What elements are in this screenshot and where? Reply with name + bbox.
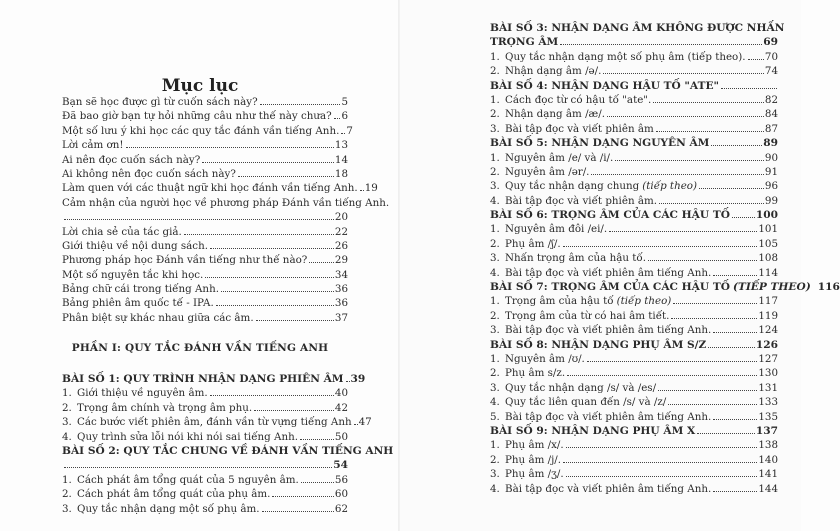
page-number: 119 bbox=[758, 309, 778, 322]
toc-entry[interactable] bbox=[490, 352, 778, 366]
page-number: 62 bbox=[334, 502, 348, 515]
entry-title: Một số lưu ý khi học các quy tắc đánh vần tiếng Anh. bbox=[62, 124, 340, 137]
entry-number: 3. bbox=[490, 324, 500, 337]
toc-entry[interactable] bbox=[62, 502, 348, 516]
dot-leader bbox=[673, 303, 757, 304]
toc-entry[interactable] bbox=[62, 95, 348, 109]
entry-number: 2. bbox=[490, 309, 500, 322]
page-number: 29 bbox=[334, 254, 348, 267]
dot-leader bbox=[713, 332, 757, 333]
dot-leader bbox=[713, 491, 757, 492]
dot-leader bbox=[713, 419, 757, 420]
toc-entry[interactable] bbox=[62, 415, 372, 429]
entry-title: Phụ âm /x/. bbox=[505, 439, 564, 452]
toc-lesson-heading[interactable] bbox=[490, 208, 778, 222]
page-number: 36 bbox=[334, 297, 348, 310]
dot-leader bbox=[713, 275, 757, 276]
entry-number: 1. bbox=[490, 50, 500, 63]
dot-leader bbox=[653, 102, 764, 103]
toc-entry[interactable] bbox=[62, 181, 378, 195]
entry-title: Nhấn trọng âm của hậu tố. bbox=[505, 252, 646, 265]
toc-entry[interactable] bbox=[62, 296, 348, 310]
entry-number: 4. bbox=[490, 194, 500, 207]
entry-title: BÀI SỐ 1: QUY TRÌNH NHẬN DẠNG PHIÊN ÂM bbox=[62, 373, 344, 385]
page-number: 108 bbox=[758, 252, 778, 265]
entry-number: 2. bbox=[62, 488, 72, 501]
entry-title: Bài tập đọc và viết phiên âm tiếng Anh. bbox=[505, 482, 712, 495]
entry-title: BÀI SỐ 9: NHẬN DẠNG PHỤ ÂM X bbox=[490, 424, 696, 437]
page-number: 91 bbox=[764, 165, 778, 178]
dot-leader bbox=[238, 176, 334, 177]
entry-title: Phân biệt sự khác nhau giữa các âm. bbox=[62, 311, 254, 324]
dot-leader bbox=[221, 291, 334, 292]
entry-title: Nhận dạng âm /æ/. bbox=[505, 108, 605, 121]
entry-number: 1. bbox=[490, 439, 500, 452]
entry-title: Ai không nên đọc cuốn sách này? bbox=[62, 167, 236, 180]
entry-number: 5. bbox=[490, 410, 500, 423]
page-number: 69 bbox=[763, 36, 778, 49]
lesson-list-left bbox=[62, 372, 394, 516]
dot-leader bbox=[64, 219, 334, 220]
page-number: 60 bbox=[334, 488, 348, 501]
entry-title: Giới thiệu về nội dung sách. bbox=[62, 239, 208, 252]
toc-entry[interactable] bbox=[62, 124, 353, 138]
page-number: 5 bbox=[341, 96, 348, 108]
dot-leader bbox=[210, 395, 334, 396]
page-number: 39 bbox=[350, 373, 366, 385]
entry-title: Nguyên âm /e/ và /i/. bbox=[505, 151, 614, 164]
entry-title: Làm quen với các thuật ngữ khi học đánh vần tiếng Anh. bbox=[62, 182, 358, 195]
page-number: 19 bbox=[364, 182, 378, 195]
entry-number: 1. bbox=[490, 151, 500, 164]
toc-entry[interactable] bbox=[490, 179, 778, 193]
dot-leader bbox=[309, 262, 334, 263]
page-number: 96 bbox=[764, 180, 778, 193]
entry-number: 3. bbox=[490, 252, 500, 265]
toc-entry[interactable] bbox=[62, 282, 348, 296]
dot-leader bbox=[699, 188, 764, 189]
dot-leader bbox=[334, 118, 341, 119]
entry-title: Nguyên âm /ʊ/. bbox=[505, 352, 585, 365]
entry-title: Quy tắc nhận dạng một số phụ âm. bbox=[77, 502, 260, 515]
toc-entry[interactable] bbox=[62, 239, 348, 253]
toc-lesson-heading[interactable] bbox=[490, 424, 778, 438]
dot-leader bbox=[360, 190, 364, 191]
toc-entry[interactable] bbox=[490, 251, 778, 265]
part-title: PHẦN I: QUY TẮC ĐÁNH VẦN TIẾNG ANH bbox=[71, 342, 329, 354]
entry-title: BÀI SỐ 6: TRỌNG ÂM CỦA CÁC HẬU TỐ bbox=[490, 209, 730, 222]
page-number: 99 bbox=[764, 194, 778, 207]
page-number: 54 bbox=[333, 459, 348, 472]
entry-title: Phụ âm /ʒ/. bbox=[505, 468, 564, 481]
page-number: 90 bbox=[764, 151, 778, 164]
toc-entry[interactable] bbox=[62, 138, 348, 152]
toc-entry[interactable] bbox=[62, 109, 348, 123]
toc-entry[interactable] bbox=[490, 438, 778, 452]
page-number: 82 bbox=[764, 93, 778, 106]
page-number: 37 bbox=[334, 311, 348, 324]
page-number: 56 bbox=[334, 473, 348, 486]
toc-lesson-heading[interactable] bbox=[490, 21, 785, 35]
entry-number: 1. bbox=[490, 295, 500, 308]
entry-number: 4. bbox=[490, 266, 500, 279]
toc-entry[interactable] bbox=[490, 366, 778, 380]
toc-entry[interactable] bbox=[62, 196, 390, 210]
toc-entry[interactable] bbox=[490, 395, 778, 409]
toc-entry[interactable] bbox=[490, 165, 778, 179]
toc-entry-continuation bbox=[62, 458, 348, 472]
toc-entry[interactable] bbox=[490, 294, 778, 308]
toc-entry[interactable] bbox=[490, 122, 778, 136]
entry-title: Nhận dạng âm /ə/. bbox=[505, 65, 602, 78]
entry-number: 3. bbox=[490, 180, 500, 193]
dot-leader bbox=[648, 260, 757, 261]
entry-title: Phụ âm /j/. bbox=[505, 453, 562, 466]
dot-leader bbox=[603, 73, 763, 74]
toc-lesson-heading[interactable] bbox=[490, 136, 778, 150]
dot-leader bbox=[697, 433, 755, 434]
page-number: 127 bbox=[758, 352, 778, 365]
dot-leader bbox=[354, 424, 358, 425]
entry-number: 3. bbox=[490, 468, 500, 481]
entry-title: BÀI SỐ 3: NHẬN DẠNG ÂM KHÔNG ĐƯỢC NHẤN bbox=[490, 22, 785, 34]
dot-leader bbox=[563, 462, 757, 463]
entry-title: Bài tập đọc và viết phiên âm tiếng Anh. bbox=[505, 410, 712, 423]
toc-entry[interactable] bbox=[490, 266, 778, 280]
toc-title: Mục lục bbox=[161, 76, 239, 96]
page-number: 100 bbox=[755, 209, 778, 222]
page-number: 89 bbox=[763, 137, 778, 150]
toc-entry[interactable] bbox=[62, 401, 348, 415]
entry-title-emphasis: (tiếp theo) bbox=[616, 295, 672, 308]
page-number: 140 bbox=[758, 453, 778, 466]
entry-number: 1. bbox=[490, 352, 500, 365]
page-number: 144 bbox=[758, 482, 778, 495]
entry-title: Trọng âm chính và trọng âm phụ. bbox=[77, 401, 253, 414]
dot-leader bbox=[566, 476, 758, 477]
page-number: 22 bbox=[334, 225, 348, 238]
entry-title: Ai nên đọc cuốn sách này? bbox=[62, 153, 201, 166]
dot-leader bbox=[216, 305, 334, 306]
dot-leader bbox=[708, 347, 755, 348]
toc-entry[interactable] bbox=[490, 151, 778, 165]
entry-number: 1. bbox=[62, 387, 72, 400]
dot-leader bbox=[609, 231, 757, 232]
dot-leader bbox=[711, 145, 762, 146]
entry-title: Lời chia sẻ của tác giả. bbox=[62, 225, 182, 238]
dot-leader bbox=[256, 320, 334, 321]
left-page bbox=[0, 0, 400, 531]
entry-title: Đã bao giờ bạn tự hỏi những câu như thế này chưa? bbox=[62, 110, 332, 123]
page-number: 36 bbox=[334, 283, 348, 296]
dot-leader bbox=[659, 203, 764, 204]
entry-title: Trọng âm của từ có hai âm tiết. bbox=[505, 309, 670, 322]
entry-number: 1. bbox=[62, 473, 72, 486]
entry-title-continued: TRỌNG ÂM bbox=[490, 36, 559, 49]
entry-number: 2. bbox=[490, 237, 500, 250]
page-number: 84 bbox=[764, 108, 778, 121]
entry-title: Phụ âm /ʃ/. bbox=[505, 237, 561, 250]
entry-title: BÀI SỐ 2: QUY TẮC CHUNG VỀ ĐÁNH VẦN TIẾNG ANH bbox=[62, 444, 394, 457]
dot-leader bbox=[748, 59, 764, 60]
toc-entry[interactable] bbox=[62, 153, 348, 167]
dot-leader bbox=[260, 104, 341, 105]
dot-leader bbox=[563, 246, 758, 247]
dot-leader bbox=[656, 131, 764, 132]
dot-leader bbox=[615, 160, 764, 161]
toc-lesson-heading[interactable] bbox=[62, 372, 366, 386]
page-number: 70 bbox=[764, 50, 778, 63]
toc-lesson-heading[interactable] bbox=[490, 338, 778, 352]
dot-leader bbox=[591, 174, 763, 175]
dot-leader bbox=[587, 361, 758, 362]
entry-title: Quy tắc nhận dạng một số phụ âm (tiếp theo). bbox=[505, 50, 746, 63]
dot-leader bbox=[671, 318, 757, 319]
toc-entry[interactable] bbox=[490, 410, 778, 424]
entry-title: Phụ âm s/z. bbox=[505, 367, 566, 380]
page-number: 105 bbox=[758, 237, 778, 250]
entry-number: 2. bbox=[490, 65, 500, 78]
entry-title: Lời cảm ơn! bbox=[62, 139, 124, 152]
entry-number: 3. bbox=[490, 381, 500, 394]
toc-entry[interactable] bbox=[62, 473, 348, 487]
page-number: 6 bbox=[341, 110, 348, 123]
entry-title: Bài tập đọc và viết phiên âm tiếng Anh. bbox=[505, 324, 712, 337]
dot-leader bbox=[300, 439, 334, 440]
toc-entry[interactable] bbox=[490, 107, 778, 121]
entry-title: Bài tập đọc và viết phiên âm tiếng Anh. bbox=[505, 266, 712, 279]
entry-number: 2. bbox=[490, 367, 500, 380]
page-number: 40 bbox=[334, 387, 348, 400]
entry-title: Nguyên âm /ər/. bbox=[505, 165, 590, 178]
toc-entry[interactable] bbox=[490, 194, 778, 208]
entry-number: 3. bbox=[490, 122, 500, 135]
entry-title: BÀI SỐ 4: NHẬN DẠNG HẬU TỐ "ATE" bbox=[490, 79, 720, 92]
toc-entry[interactable] bbox=[490, 482, 778, 496]
entry-title: Bạn sẽ học được gì từ cuốn sách này? bbox=[62, 96, 258, 108]
entry-title: Các bước viết phiên âm, đánh vần từ vựng tiếng Anh bbox=[77, 416, 352, 429]
page-number: 117 bbox=[758, 295, 778, 308]
dot-leader bbox=[567, 375, 757, 376]
entry-number: 4. bbox=[490, 396, 500, 409]
toc-lesson-heading[interactable] bbox=[62, 444, 394, 458]
entry-title: Bảng chữ cái trong tiếng Anh. bbox=[62, 283, 219, 296]
entry-title: BÀI SỐ 7: TRỌNG ÂM CỦA CÁC HẬU TỐ bbox=[490, 281, 730, 294]
dot-leader bbox=[254, 410, 334, 411]
dot-leader bbox=[126, 147, 334, 148]
dot-leader bbox=[341, 133, 345, 134]
page-number: 87 bbox=[764, 122, 778, 135]
right-page bbox=[400, 0, 840, 531]
page-number: 26 bbox=[334, 239, 348, 252]
entry-title: BÀI SỐ 8: NHẬN DẠNG PHỤ ÂM S/Z bbox=[490, 338, 707, 351]
dot-leader bbox=[262, 511, 334, 512]
toc-entry[interactable] bbox=[490, 381, 778, 395]
toc-entry-continuation bbox=[490, 35, 778, 49]
page-number: 126 bbox=[755, 338, 778, 351]
dot-leader bbox=[721, 88, 777, 89]
page-number: 42 bbox=[334, 401, 348, 414]
entry-number: 1. bbox=[490, 223, 500, 236]
toc-entry-continuation bbox=[62, 210, 348, 224]
page-number: 74 bbox=[764, 65, 778, 78]
toc-entry[interactable] bbox=[62, 225, 348, 239]
entry-number: 2. bbox=[490, 453, 500, 466]
page-number: 130 bbox=[758, 367, 778, 380]
toc-entry[interactable] bbox=[490, 453, 778, 467]
entry-title: Cách phát âm tổng quát của 5 nguyên âm. bbox=[77, 473, 299, 486]
toc-entry[interactable] bbox=[490, 237, 778, 251]
entry-title: Phương pháp học Đánh vần tiếng như thế nào? bbox=[62, 254, 308, 267]
entry-number: 2. bbox=[490, 165, 500, 178]
lesson-list-right bbox=[490, 21, 840, 496]
dot-leader bbox=[210, 248, 334, 249]
toc-entry[interactable] bbox=[490, 309, 778, 323]
entry-title: Bài tập đọc và viết phiên âm bbox=[505, 122, 654, 135]
dot-leader bbox=[560, 44, 762, 45]
entry-title: Giới thiệu về nguyên âm. bbox=[77, 387, 208, 400]
entry-title: Quy tắc nhận dạng chung bbox=[505, 180, 640, 193]
front-matter-list bbox=[62, 95, 390, 325]
page-number: 13 bbox=[334, 139, 348, 152]
entry-title: Cách phát âm tổng quát của phụ âm. bbox=[77, 488, 271, 501]
page-number: 116 bbox=[817, 281, 840, 294]
page-number: 133 bbox=[758, 396, 778, 409]
dot-leader bbox=[205, 277, 334, 278]
page-number: 18 bbox=[334, 167, 348, 180]
entry-number: 4. bbox=[62, 430, 72, 443]
entry-title: BÀI SỐ 5: NHẬN DẠNG NGUYÊN ÂM bbox=[490, 137, 710, 150]
toc-entry[interactable] bbox=[490, 323, 778, 337]
page-number: 131 bbox=[758, 381, 778, 394]
entry-title: Quy tắc nhận dạng /s/ và /es/ bbox=[505, 381, 657, 394]
page-number: 34 bbox=[334, 268, 348, 281]
toc-entry[interactable] bbox=[490, 50, 778, 64]
entry-title: Quy tắc liên quan đến /s/ và /z/ bbox=[505, 396, 667, 409]
toc-entry[interactable] bbox=[62, 268, 348, 282]
dot-leader bbox=[301, 482, 334, 483]
page-number: 135 bbox=[758, 410, 778, 423]
dot-leader bbox=[272, 496, 333, 497]
toc-entry[interactable] bbox=[490, 222, 778, 236]
page-number: 101 bbox=[758, 223, 778, 236]
dot-leader bbox=[64, 467, 332, 468]
entry-title: Cách đọc từ có hậu tố "ate". bbox=[505, 93, 652, 106]
toc-entry[interactable] bbox=[62, 386, 348, 400]
page-number: 114 bbox=[758, 266, 778, 279]
entry-title: Bảng phiên âm quốc tế - IPA. bbox=[62, 297, 214, 310]
toc-entry[interactable] bbox=[62, 253, 348, 267]
dot-leader bbox=[732, 217, 755, 218]
page-number: 141 bbox=[758, 468, 778, 481]
toc-entry[interactable] bbox=[62, 487, 348, 501]
toc-entry[interactable] bbox=[62, 311, 348, 325]
dot-leader bbox=[607, 116, 764, 117]
toc-entry[interactable] bbox=[490, 93, 778, 107]
dot-leader bbox=[566, 447, 758, 448]
entry-number: 3. bbox=[62, 416, 72, 429]
entry-title: Trọng âm của hậu tố bbox=[505, 295, 614, 308]
page-number: 124 bbox=[758, 324, 778, 337]
toc-entry[interactable] bbox=[490, 467, 778, 481]
page-number: 14 bbox=[334, 153, 348, 166]
page-number: 20 bbox=[334, 211, 348, 224]
dot-leader bbox=[184, 234, 334, 235]
entry-title: Bài tập đọc và viết phiên âm. bbox=[505, 194, 658, 207]
entry-number: 2. bbox=[62, 401, 72, 414]
page-number: 7 bbox=[346, 124, 353, 137]
dot-leader bbox=[346, 381, 350, 382]
entry-title: Nguyên âm đôi /ei/. bbox=[505, 223, 608, 236]
entry-title: Một số nguyên tắc khi học. bbox=[62, 268, 204, 281]
entry-number: 1. bbox=[490, 93, 500, 106]
entry-title: Cảm nhận của người học về phương pháp Đánh vần tiếng Anh. bbox=[62, 196, 390, 209]
entry-number: 4. bbox=[490, 482, 500, 495]
toc-lesson-heading[interactable] bbox=[490, 79, 778, 93]
entry-number: 3. bbox=[62, 502, 72, 515]
toc-entry[interactable] bbox=[62, 430, 348, 444]
page-number: 138 bbox=[758, 439, 778, 452]
entry-title-emphasis: (TIẾP THEO) bbox=[732, 281, 811, 294]
entry-title-emphasis: (tiếp theo) bbox=[642, 180, 698, 193]
dot-leader bbox=[668, 404, 757, 405]
entry-title: Quy trình sửa lỗi nói khi nói sai tiếng Anh. bbox=[77, 430, 298, 443]
dot-leader bbox=[202, 162, 334, 163]
toc-entry[interactable] bbox=[490, 64, 778, 78]
toc-entry[interactable] bbox=[62, 167, 348, 181]
page-number: 137 bbox=[755, 424, 778, 437]
page-number: 50 bbox=[334, 430, 348, 443]
toc-lesson-heading[interactable] bbox=[490, 280, 840, 294]
page-number: 47 bbox=[358, 416, 372, 429]
entry-number: 2. bbox=[490, 108, 500, 121]
dot-leader bbox=[658, 390, 757, 391]
